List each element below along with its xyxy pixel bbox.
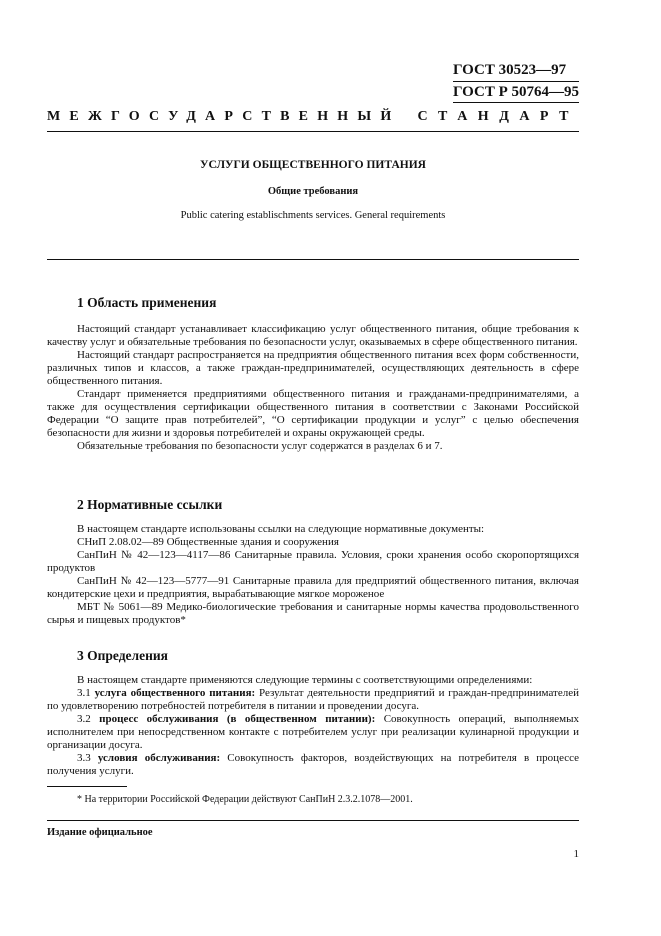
title-rule [47, 259, 579, 260]
reference-item: СанПиН № 42—123—5777—91 Санитарные правила для предприятий общественного питания, включая кондитерские цехи и предприятия, вырабатывающие мягкое мороженое [47, 575, 579, 600]
section-2-body [47, 523, 579, 627]
paragraph: Стандарт применяется предприятиями общественного питания и гражданами-предпринимателями, а также для осуществления сертификации общественного питания в соответствии с Законами Российской Федерации “О защите прав потребителей”, “О сертификации продукции и услуг” с целью обеспечения безопасности для жизни и здоровья потребителей и охраны окружающей среды. [47, 388, 579, 439]
reference-item: МБТ № 5061—89 Медико-биологические требования и санитарные нормы качества продовольственного сырья и пищевых продуктов* [47, 601, 579, 626]
footer-rule [47, 820, 579, 821]
definition-term: условия обслуживания: [97, 752, 221, 764]
paragraph: Настоящий стандарт устанавливает классификацию услуг общественного питания, общие требования к качеству услуг и обязательные требования по безопасности услуг, оказываемых в сфере общественного питания. [47, 323, 579, 348]
section-1-body [47, 323, 579, 453]
standard-type-banner [47, 109, 579, 125]
definition-3-1 [47, 687, 579, 713]
gost-number: ГОСТ 30523—97 [453, 60, 579, 82]
section-3-heading: 3 Определения [77, 648, 168, 663]
footnote-rule [47, 786, 127, 787]
section-1-heading: 1 Область применения [77, 295, 217, 310]
footnote: * На территории Российской Федерации действуют СанПиН 2.3.2.1078—2001. [77, 794, 413, 805]
definition-text: Совокупность факторов, воздействующих на потребителя в процессе получения услуги. [47, 752, 580, 777]
document-subtitle: Общие требования [267, 186, 359, 197]
section-2-heading: 2 Нормативные ссылки [77, 497, 223, 512]
reference-item: СанПиН № 42—123—4117—86 Санитарные правила. Условия, сроки хранения особо скоропортящихся продуктов [47, 549, 579, 574]
definition-number: 3.2 [77, 713, 100, 725]
official-edition-label: Издание официальное [47, 827, 153, 838]
section-3-body [47, 674, 579, 778]
definition-term: процесс обслуживания (в общественном питании): [99, 713, 376, 725]
definition-3-2 [47, 713, 579, 752]
paragraph: Настоящий стандарт распространяется на предприятия общественного питания всех форм собственности, различных типов и классов, а также граждан-предпринимателей, осуществляющих деятельность в сфере общественного питания. [47, 349, 579, 387]
paragraph: В настоящем стандарте применяются следующие термины с соответствующими определениями: [77, 674, 533, 686]
gost-r-number: ГОСТ Р 50764—95 [453, 82, 579, 103]
banner-word-2: СТАНДАРТ [417, 109, 579, 124]
standard-designation [453, 60, 579, 103]
definition-number: 3.1 [77, 687, 95, 699]
english-title: Public catering establischments services. General requirements [180, 210, 446, 221]
page-number: 1 [573, 848, 579, 860]
definition-term: услуга общественного питания: [94, 687, 256, 699]
definition-text: Совокупность операций, выполняемых исполнителем при непосредственном контакте с потребителем услуг при реализации кулинарной продукции и организации досуга. [47, 713, 579, 751]
reference-item: СНиП 2.08.02—89 Общественные здания и сооружения [77, 536, 339, 548]
definition-text: Результат деятельности предприятий и граждан-предпринимателей по удовлетворению потребностей потребителя в питании и проведении досуга. [47, 687, 579, 712]
definition-number: 3.3 [77, 752, 98, 764]
banner-rule [47, 131, 579, 132]
document-title: УСЛУГИ ОБЩЕСТВЕННОГО ПИТАНИЯ [200, 159, 426, 171]
paragraph: В настоящем стандарте использованы ссылки на следующие нормативные документы: [77, 523, 485, 535]
banner-word-1: МЕЖГОСУДАРСТВЕННЫЙ [47, 109, 401, 124]
definition-3-3 [47, 752, 579, 778]
paragraph: Обязательные требования по безопасности услуг содержатся в разделах 6 и 7. [77, 440, 443, 452]
